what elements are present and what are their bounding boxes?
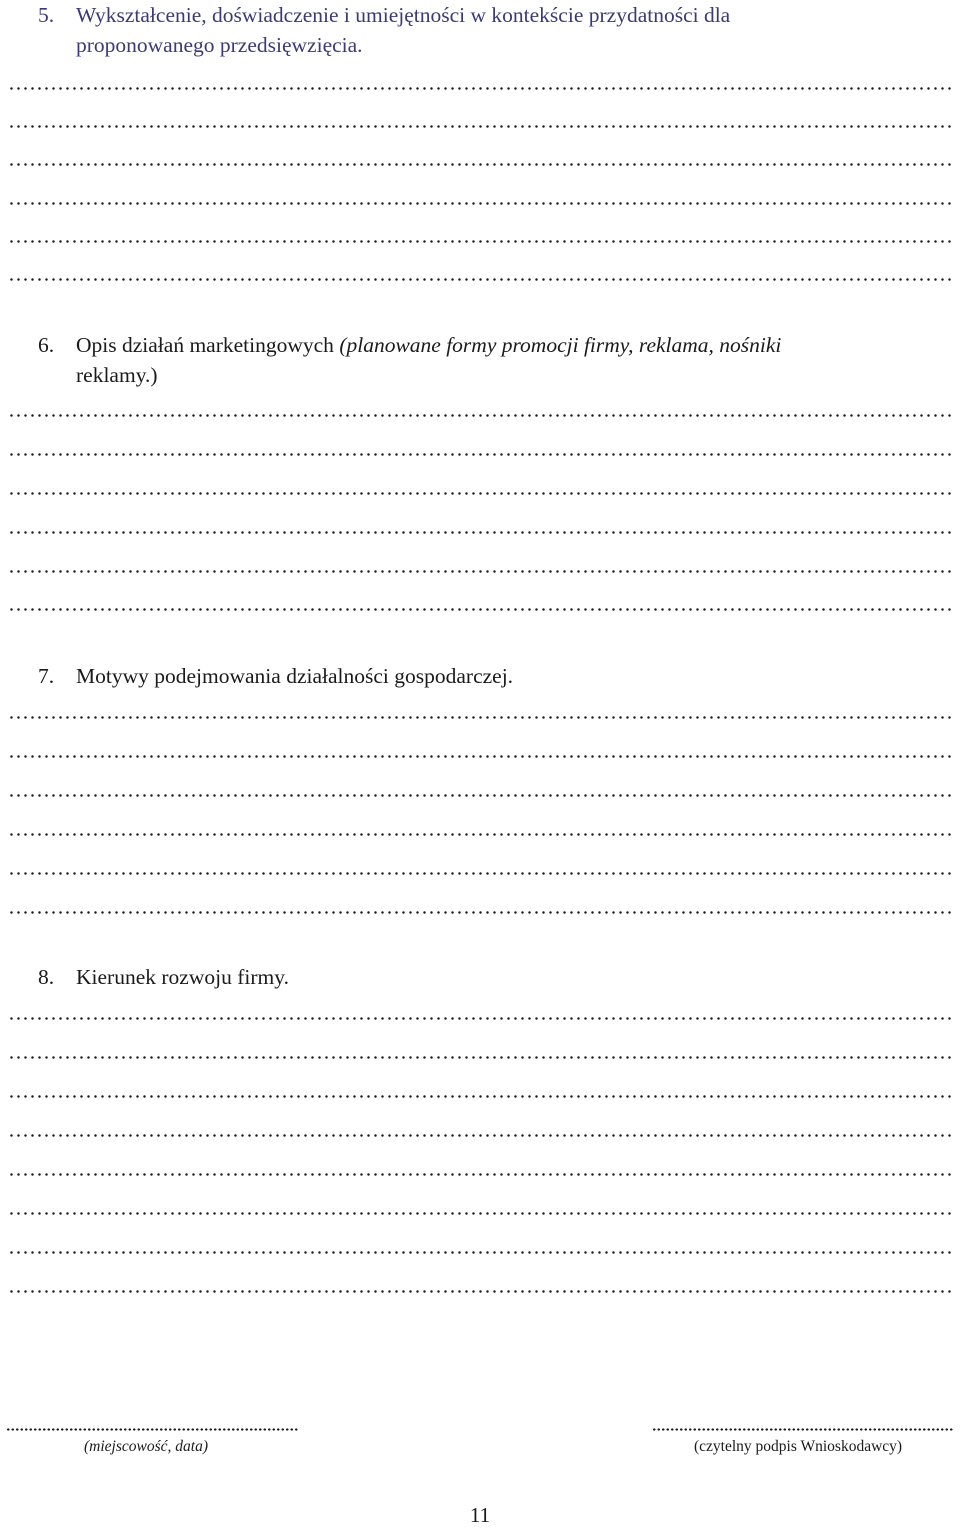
section-8-title-line1: Kierunek rozwoju firmy. xyxy=(76,965,289,989)
answer-line-8-5[interactable] xyxy=(8,1173,952,1176)
applicant-signature-line[interactable] xyxy=(652,1428,954,1431)
section-8-heading xyxy=(38,962,948,992)
section-6-title-italic: (planowane formy promocji firmy, reklama, nośniki xyxy=(339,333,782,357)
section-6-title-line1 xyxy=(76,330,948,360)
answer-line-7-2[interactable] xyxy=(8,755,952,758)
applicant-signature-caption: (czytelny podpis Wnioskodawcy) xyxy=(694,1438,903,1455)
answer-line-6-4[interactable] xyxy=(8,531,952,534)
section-7-heading xyxy=(38,661,948,691)
answer-line-5-1[interactable] xyxy=(8,87,952,90)
answer-line-8-1[interactable] xyxy=(8,1017,952,1020)
answer-line-6-3[interactable] xyxy=(8,492,952,495)
section-5-title-line1: Wykształcenie, doświadczenie i umiejętności w kontekście przydatności dla xyxy=(76,3,731,27)
answer-line-7-5[interactable] xyxy=(8,872,952,875)
section-5-title-line2: proponowanego przedsięwzięcia. xyxy=(76,33,363,57)
section-7-number: 7. xyxy=(38,664,55,688)
section-6-heading xyxy=(38,330,948,390)
section-5-number: 5. xyxy=(38,3,55,27)
answer-line-6-5[interactable] xyxy=(8,570,952,573)
answer-line-8-2[interactable] xyxy=(8,1056,952,1059)
answer-line-5-2[interactable] xyxy=(8,125,952,128)
answer-line-7-3[interactable] xyxy=(8,794,952,797)
answer-line-5-4[interactable] xyxy=(8,202,952,205)
answer-line-8-7[interactable] xyxy=(8,1251,952,1254)
answer-line-5-5[interactable] xyxy=(8,240,952,243)
answer-line-7-4[interactable] xyxy=(8,833,952,836)
answer-line-6-6[interactable] xyxy=(8,608,952,611)
section-6-number: 6. xyxy=(38,333,55,357)
section-8-number: 8. xyxy=(38,965,55,989)
section-5-heading xyxy=(38,0,948,60)
answer-line-5-3[interactable] xyxy=(8,163,952,166)
page-number: 11 xyxy=(469,1503,491,1527)
section-7-title-line1: Motywy podejmowania działalności gospodarczej. xyxy=(76,664,514,688)
answer-line-8-4[interactable] xyxy=(8,1134,952,1137)
answer-line-7-6[interactable] xyxy=(8,911,952,914)
place-date-signature-line[interactable] xyxy=(6,1428,298,1431)
answer-line-8-3[interactable] xyxy=(8,1095,952,1098)
answer-line-8-6[interactable] xyxy=(8,1212,952,1215)
place-date-caption: (miejscowość, data) xyxy=(84,1438,208,1455)
section-6-title-plain: Opis działań marketingowych xyxy=(76,333,340,357)
answer-line-6-1[interactable] xyxy=(8,414,952,417)
answer-line-7-1[interactable] xyxy=(8,716,952,719)
answer-line-8-8[interactable] xyxy=(8,1290,952,1293)
answer-line-6-2[interactable] xyxy=(8,453,952,456)
section-6-title-line2: reklamy.) xyxy=(76,363,158,387)
answer-line-5-6[interactable] xyxy=(8,278,952,281)
